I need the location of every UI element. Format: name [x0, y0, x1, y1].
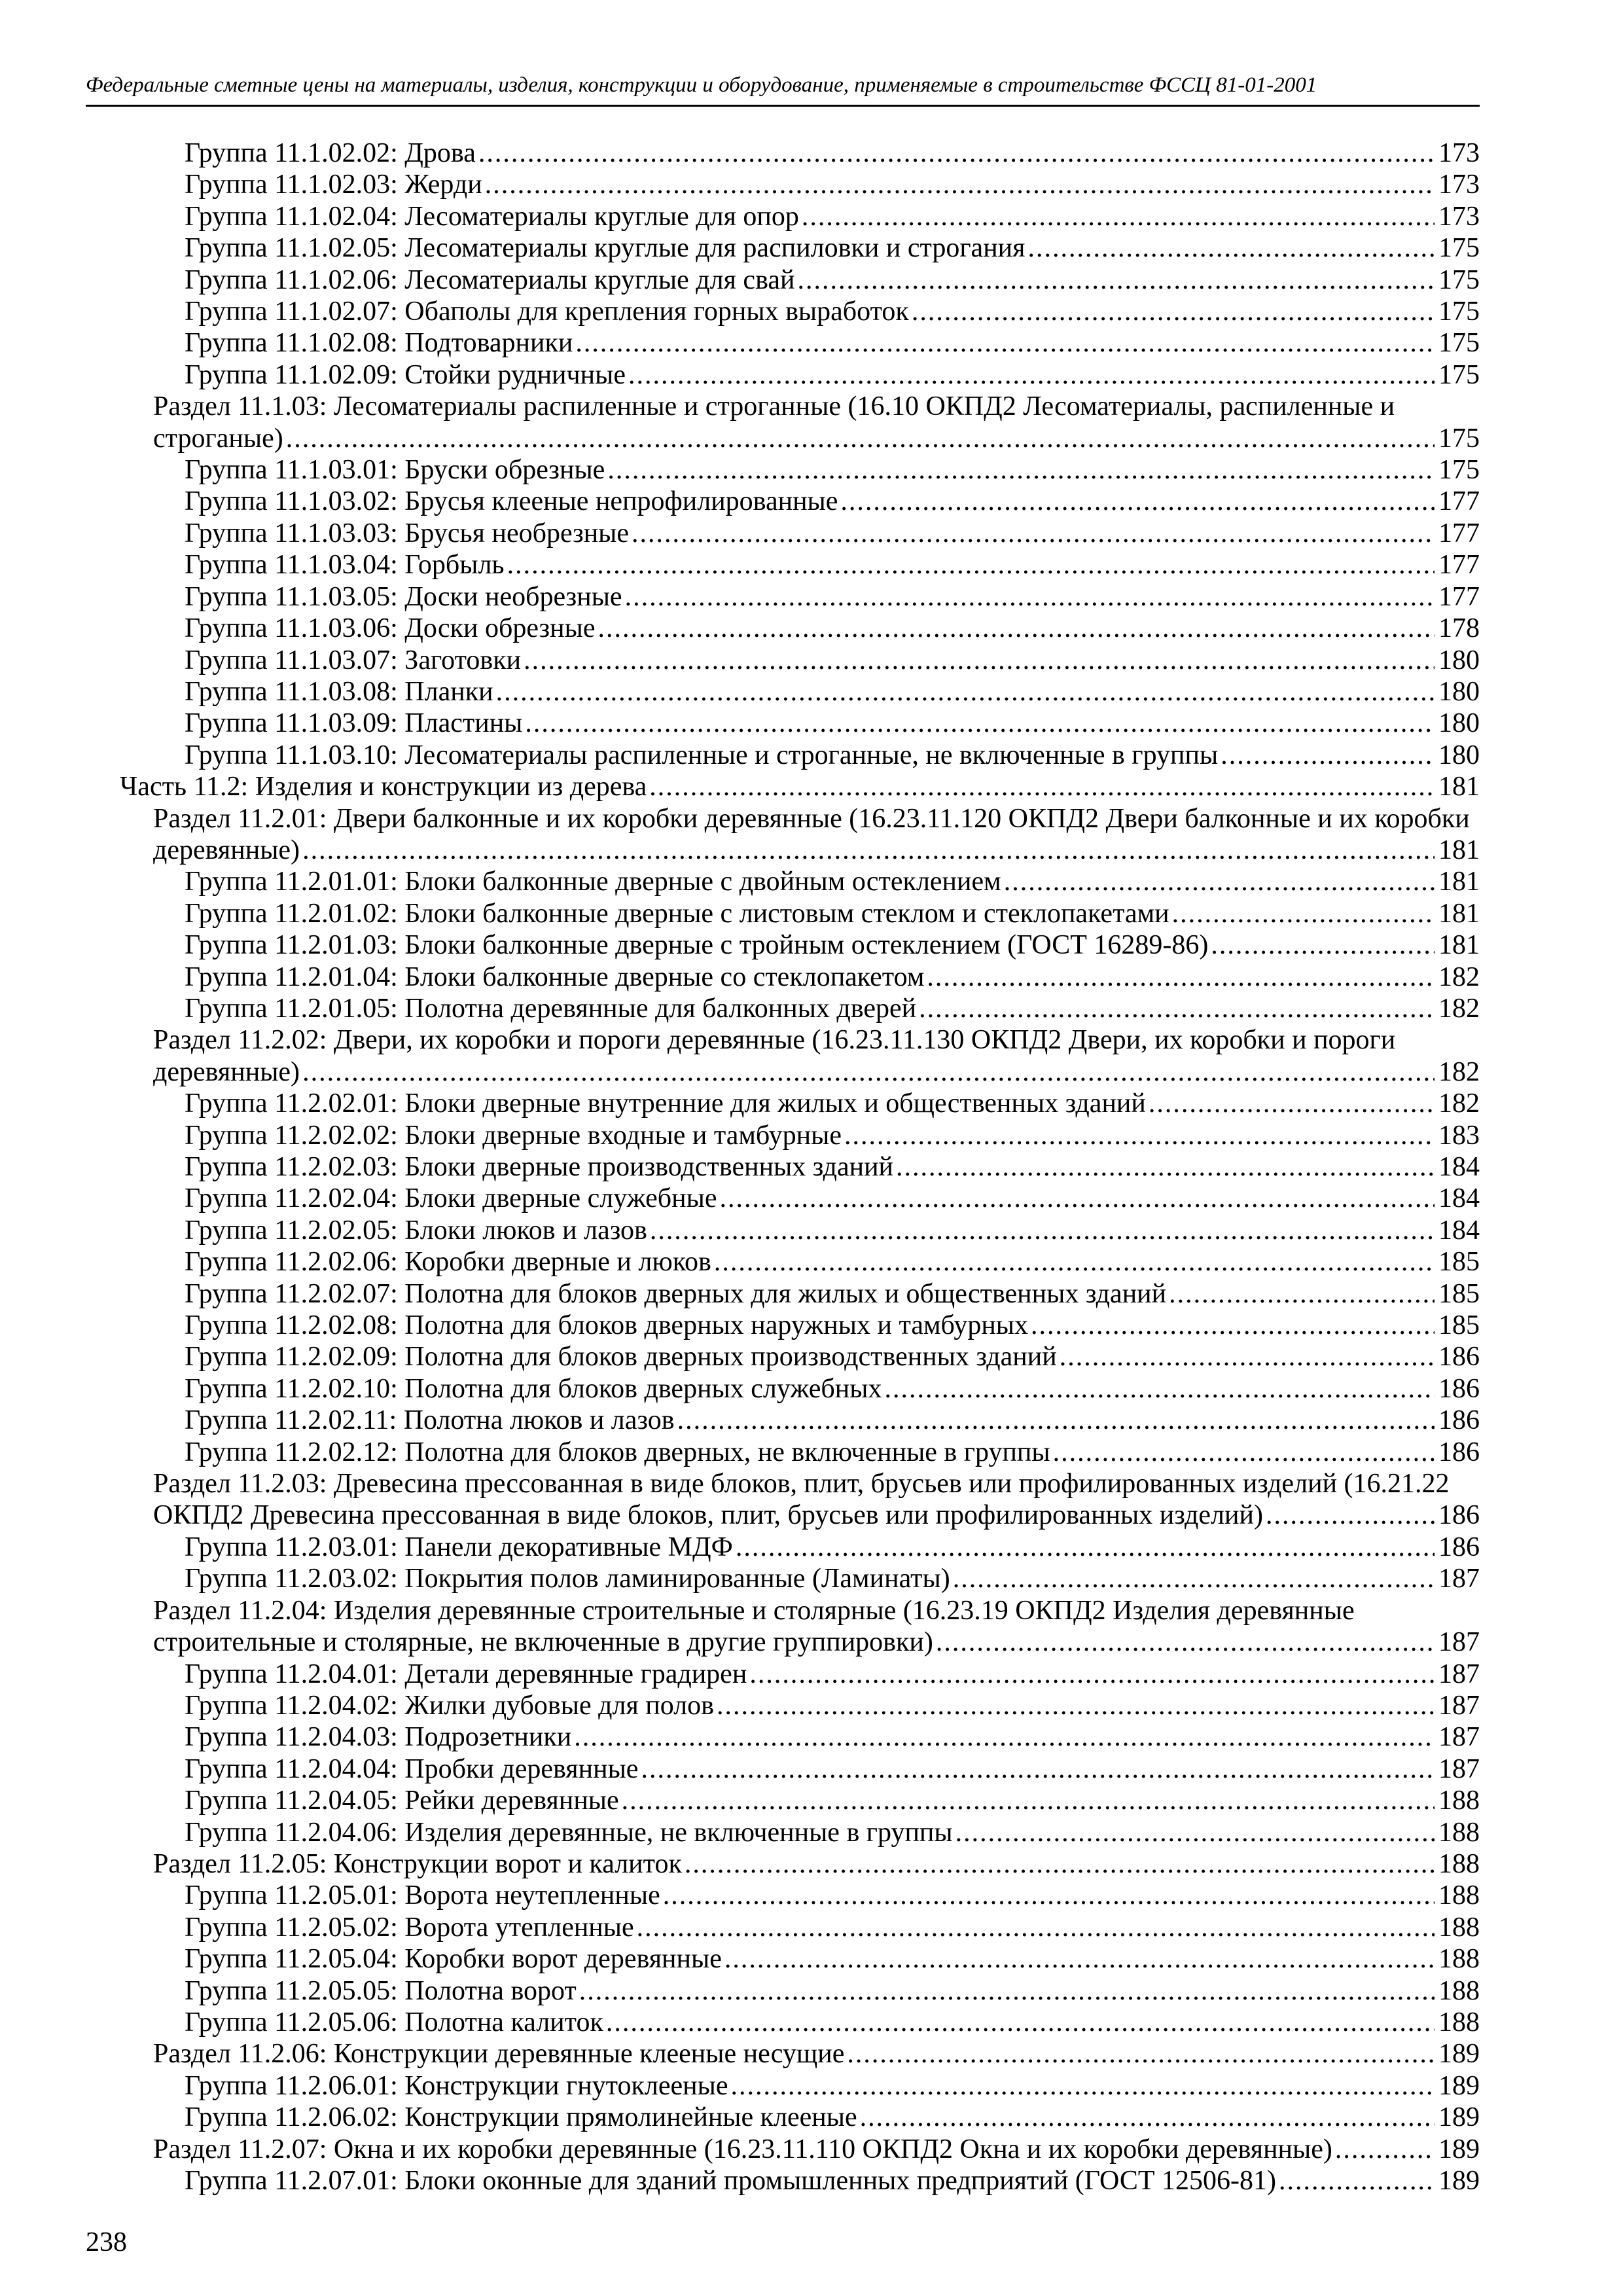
- toc-entry-title: Группа 11.1.02.03: Жерди: [185, 170, 482, 200]
- toc-entry-title: Раздел 11.2.03: Древесина прессованная в виде блоков, плит, брусьев или профилированных изделий (16.21.22 ОКПД2 Древесина прессованная в виде блоков, плит, брусьев или профилированных изделий): [153, 1469, 1450, 1531]
- toc-entry-section[interactable]: [120, 1024, 1480, 1088]
- toc-entry-group[interactable]: [120, 1373, 1480, 1405]
- toc-entry-page: 175: [1435, 327, 1480, 359]
- toc-entry-page: 188: [1435, 1817, 1480, 1848]
- toc-entry-title: Раздел 11.2.05: Конструкции ворот и калиток: [153, 1848, 682, 1879]
- toc-entry-group[interactable]: [120, 1817, 1480, 1848]
- toc-entry-title: Группа 11.2.02.07: Полотна для блоков дверных для жилых и общественных зданий: [185, 1278, 1167, 1309]
- toc-entry-title: Группа 11.1.03.04: Горбыль: [185, 550, 505, 581]
- toc-entry-page: 175: [1435, 264, 1480, 296]
- toc-entry-page: 185: [1435, 1246, 1480, 1278]
- toc-entry-page: 185: [1435, 1278, 1480, 1310]
- toc-entry-page: 187: [1435, 1563, 1480, 1594]
- toc-entry-group[interactable]: [120, 2007, 1480, 2038]
- toc-entry-group[interactable]: [120, 1088, 1480, 1119]
- toc-entry-group[interactable]: [120, 708, 1480, 739]
- toc-entry-title: Группа 11.1.03.06: Доски обрезные: [185, 613, 596, 644]
- toc-entry-title: Группа 11.2.02.06: Коробки дверные и люков: [185, 1247, 711, 1278]
- toc-entry-group[interactable]: [120, 486, 1480, 517]
- toc-entry-page: 173: [1435, 169, 1480, 200]
- toc-entry-page: 188: [1435, 1880, 1480, 1911]
- toc-entry-section[interactable]: [120, 391, 1480, 454]
- toc-entry-page: 180: [1435, 708, 1480, 739]
- toc-entry-title: Группа 11.2.02.05: Блоки люков и лазов: [185, 1215, 647, 1246]
- toc-entry-group[interactable]: [120, 2102, 1480, 2133]
- toc-entry-page: 180: [1435, 740, 1480, 771]
- toc-entry-group[interactable]: [120, 137, 1480, 169]
- toc-entry-title: Часть 11.2: Изделия и конструкции из дерева: [120, 772, 647, 802]
- toc-entry-group[interactable]: [120, 1215, 1480, 1246]
- toc-entry-title: Группа 11.2.01.04: Блоки балконные дверные со стеклопакетом: [185, 961, 925, 992]
- toc-entry-page: 184: [1435, 1183, 1480, 1214]
- toc-entry-page: 188: [1435, 1848, 1480, 1880]
- toc-entry-title: Группа 11.2.04.04: Пробки деревянные: [185, 1753, 639, 1784]
- toc-entry-group[interactable]: [120, 993, 1480, 1024]
- toc-entry-group[interactable]: [120, 1563, 1480, 1594]
- toc-entry-title: Группа 11.2.05.04: Коробки ворот деревянные: [185, 1944, 722, 1975]
- toc-entry-title: Группа 11.2.02.04: Блоки дверные служебные: [185, 1183, 717, 1214]
- toc-entry-title: Группа 11.2.05.05: Полотна ворот: [185, 1975, 577, 2006]
- toc-entry-group[interactable]: [120, 201, 1480, 232]
- toc-entry-title: Группа 11.2.01.01: Блоки балконные дверные с двойным остеклением: [185, 867, 1001, 897]
- toc-entry-title: Группа 11.1.02.02: Дрова: [185, 138, 476, 168]
- toc-entry-group[interactable]: [120, 1310, 1480, 1341]
- toc-entry-page: 181: [1435, 866, 1480, 897]
- toc-entry-title: Группа 11.1.03.08: Планки: [185, 676, 493, 707]
- toc-entry-page: 175: [1435, 232, 1480, 264]
- toc-entry-group[interactable]: [120, 264, 1480, 296]
- toc-entry-title: Группа 11.1.03.01: Бруски обрезные: [185, 455, 605, 486]
- toc-entry-page: 187: [1435, 1626, 1480, 1658]
- header-rule: [86, 105, 1480, 107]
- toc-entry-page: 188: [1435, 1943, 1480, 1975]
- toc-entry-page: 182: [1435, 961, 1480, 993]
- toc-entry-title: Группа 11.1.03.10: Лесоматериалы распиленные и строганные, не включенные в группы: [185, 740, 1219, 770]
- toc-entry-group[interactable]: [120, 1120, 1480, 1151]
- toc-entry-group[interactable]: [120, 740, 1480, 771]
- toc-entry-title: Группа 11.1.03.05: Доски необрезные: [185, 581, 622, 612]
- toc-entry-group[interactable]: [120, 1753, 1480, 1785]
- toc-entry-page: 175: [1435, 423, 1480, 454]
- toc-entry-title: Группа 11.2.05.02: Ворота утепленные: [185, 1912, 634, 1943]
- toc-entry-group[interactable]: [120, 1278, 1480, 1310]
- toc-entry-group[interactable]: [120, 1659, 1480, 1690]
- toc-entry-title: Группа 11.2.07.01: Блоки оконные для зданий промышленных предприятий (ГОСТ 12506-81): [185, 2166, 1277, 2196]
- toc-entry-page: 186: [1435, 1499, 1480, 1531]
- toc-entry-page: 175: [1435, 296, 1480, 327]
- toc-entry-group[interactable]: [120, 1405, 1480, 1436]
- toc-entry-page: 182: [1435, 1088, 1480, 1119]
- toc-entry-group[interactable]: [120, 454, 1480, 486]
- table-of-contents: [120, 137, 1480, 2197]
- toc-entry-title: Группа 11.2.02.01: Блоки дверные внутренние для жилых и общественных зданий: [185, 1088, 1146, 1119]
- toc-entry-page: 186: [1435, 1373, 1480, 1405]
- toc-entry-page: 187: [1435, 1659, 1480, 1690]
- toc-entry-group[interactable]: [120, 327, 1480, 359]
- toc-entry-title: Группа 11.2.01.05: Полотна деревянные для балконных дверей: [185, 993, 917, 1024]
- toc-entry-title: Группа 11.2.02.02: Блоки дверные входные и тамбурные: [185, 1120, 842, 1151]
- toc-entry-page: 173: [1435, 137, 1480, 169]
- toc-entry-title: Группа 11.2.04.02: Жилки дубовые для полов: [185, 1690, 714, 1721]
- toc-entry-page: 188: [1435, 1785, 1480, 1816]
- toc-entry-section[interactable]: [120, 803, 1480, 867]
- toc-entry-title: Группа 11.2.02.11: Полотна люков и лазов: [185, 1405, 675, 1436]
- toc-entry-page: 188: [1435, 1975, 1480, 2007]
- toc-entry-title: Раздел 11.2.01: Двери балконные и их коробки деревянные (16.23.11.120 ОКПД2 Двери балконные и их коробки деревянные): [153, 803, 1470, 865]
- toc-entry-page: 188: [1435, 2007, 1480, 2038]
- toc-entry-group[interactable]: [120, 1532, 1480, 1563]
- toc-entry-title: Группа 11.1.02.06: Лесоматериалы круглые для свай: [185, 264, 795, 295]
- toc-entry-page: 181: [1435, 898, 1480, 929]
- toc-entry-title: Группа 11.2.02.10: Полотна для блоков дверных служебных: [185, 1373, 882, 1404]
- toc-entry-page: 181: [1435, 771, 1480, 802]
- toc-entry-group[interactable]: [120, 1437, 1480, 1468]
- toc-entry-group[interactable]: [120, 169, 1480, 200]
- toc-entry-page: 177: [1435, 486, 1480, 517]
- toc-entry-group[interactable]: [120, 961, 1480, 993]
- toc-entry-title: Группа 11.1.02.07: Обаполы для крепления горных выработок: [185, 296, 909, 327]
- toc-entry-title: Раздел 11.2.04: Изделия деревянные строительные и столярные (16.23.19 ОКПД2 Изделия деревянные строительные и столярные, не включенные в другие группировки): [153, 1595, 1355, 1658]
- toc-entry-part[interactable]: [120, 771, 1480, 802]
- toc-entry-page: 187: [1435, 1690, 1480, 1721]
- toc-entry-title: Группа 11.1.03.03: Брусья необрезные: [185, 518, 630, 548]
- toc-entry-group[interactable]: [120, 929, 1480, 961]
- toc-entry-title: Группа 11.2.03.02: Покрытия полов ламинированные (Ламинаты): [185, 1564, 950, 1594]
- toc-entry-page: 173: [1435, 201, 1480, 232]
- toc-entry-group[interactable]: [120, 359, 1480, 391]
- toc-entry-title: Раздел 11.2.02: Двери, их коробки и пороги деревянные (16.23.11.130 ОКПД2 Двери, их коробки и пороги деревянные): [153, 1025, 1396, 1087]
- toc-entry-page: 175: [1435, 454, 1480, 486]
- toc-entry-page: 184: [1435, 1215, 1480, 1246]
- toc-entry-group[interactable]: [120, 549, 1480, 581]
- toc-entry-page: 177: [1435, 518, 1480, 549]
- toc-entry-page: 180: [1435, 645, 1480, 676]
- toc-entry-page: 189: [1435, 2102, 1480, 2133]
- toc-entry-title: Группа 11.2.02.09: Полотна для блоков дверных производственных зданий: [185, 1342, 1057, 1372]
- toc-entry-page: 177: [1435, 549, 1480, 581]
- toc-entry-group[interactable]: [120, 1183, 1480, 1214]
- toc-entry-title: Группа 11.2.02.03: Блоки дверные производственных зданий: [185, 1152, 894, 1182]
- toc-entry-group[interactable]: [120, 613, 1480, 644]
- toc-entry-title: Группа 11.2.04.05: Рейки деревянные: [185, 1785, 619, 1816]
- toc-entry-page: 189: [1435, 2134, 1480, 2165]
- running-head: Федеральные сметные цены на материалы, изделия, конструкции и оборудование, применяемые в строительстве ФССЦ 81-01-2001: [86, 73, 1317, 97]
- toc-entry-title: Группа 11.1.03.07: Заготовки: [185, 645, 522, 675]
- toc-entry-page: 178: [1435, 613, 1480, 644]
- toc-entry-page: 186: [1435, 1532, 1480, 1563]
- toc-entry-group[interactable]: [120, 645, 1480, 676]
- toc-entry-title: Раздел 11.1.03: Лесоматериалы распиленные и строганные (16.10 ОКПД2 Лесоматериалы, распиленные и строганые): [153, 391, 1395, 454]
- toc-entry-title: Группа 11.2.06.01: Конструкции гнутоклееные: [185, 2070, 728, 2101]
- toc-entry-title: Группа 11.2.04.06: Изделия деревянные, не включенные в группы: [185, 1817, 953, 1848]
- toc-entry-page: 181: [1435, 929, 1480, 961]
- toc-entry-title: Группа 11.2.05.06: Полотна калиток: [185, 2007, 603, 2037]
- toc-entry-title: Группа 11.1.02.08: Подтоварники: [185, 328, 573, 359]
- toc-entry-title: Группа 11.2.05.01: Ворота неутепленные: [185, 1880, 660, 1911]
- toc-entry-page: 186: [1435, 1437, 1480, 1468]
- toc-entry-title: Группа 11.1.02.09: Стойки рудничные: [185, 359, 626, 390]
- toc-entry-group[interactable]: [120, 1721, 1480, 1753]
- toc-entry-page: 182: [1435, 993, 1480, 1024]
- toc-entry-page: 187: [1435, 1721, 1480, 1753]
- toc-entry-page: 180: [1435, 676, 1480, 708]
- toc-entry-group[interactable]: [120, 518, 1480, 549]
- toc-entry-title: Группа 11.2.03.01: Панели декоративные МДФ: [185, 1532, 733, 1562]
- toc-entry-page: 184: [1435, 1151, 1480, 1183]
- toc-entry-title: Группа 11.2.01.02: Блоки балконные дверные с листовым стеклом и стеклопакетами: [185, 898, 1169, 929]
- toc-entry-section[interactable]: [120, 1848, 1480, 1880]
- toc-entry-section[interactable]: [120, 2038, 1480, 2070]
- toc-entry-page: 189: [1435, 2165, 1480, 2197]
- toc-entry-group[interactable]: [120, 1785, 1480, 1816]
- toc-entry-title: Группа 11.1.02.05: Лесоматериалы круглые для распиловки и строгания: [185, 233, 1026, 264]
- toc-entry-group[interactable]: [120, 1880, 1480, 1911]
- toc-entry-title: Группа 11.1.02.04: Лесоматериалы круглые для опор: [185, 201, 799, 232]
- toc-entry-page: 186: [1435, 1405, 1480, 1436]
- toc-entry-group[interactable]: [120, 898, 1480, 929]
- toc-entry-title: Группа 11.2.06.02: Конструкции прямолинейные клееные: [185, 2102, 857, 2133]
- toc-entry-group[interactable]: [120, 1912, 1480, 1943]
- toc-entry-group[interactable]: [120, 2070, 1480, 2102]
- toc-entry-page: 189: [1435, 2038, 1480, 2070]
- toc-entry-group[interactable]: [120, 866, 1480, 897]
- toc-entry-page: 177: [1435, 581, 1480, 613]
- toc-entry-group[interactable]: [120, 232, 1480, 264]
- toc-entry-section[interactable]: [120, 2134, 1480, 2165]
- toc-entry-title: Группа 11.2.04.03: Подрозетники: [185, 1722, 572, 1753]
- toc-entry-title: Группа 11.2.02.08: Полотна для блоков дверных наружных и тамбурных: [185, 1310, 1029, 1341]
- toc-entry-page: 189: [1435, 2070, 1480, 2102]
- toc-entry-section[interactable]: [120, 1595, 1480, 1659]
- toc-entry-page: 186: [1435, 1341, 1480, 1372]
- toc-entry-group[interactable]: [120, 1246, 1480, 1278]
- toc-entry-group[interactable]: [120, 296, 1480, 327]
- toc-entry-title: Группа 11.2.02.12: Полотна для блоков дверных, не включенные в группы: [185, 1437, 1050, 1467]
- toc-entry-group[interactable]: [120, 1943, 1480, 1975]
- page-number: 238: [86, 2227, 127, 2257]
- toc-entry-group[interactable]: [120, 1341, 1480, 1372]
- toc-entry-page: 181: [1435, 834, 1480, 866]
- toc-entry-title: Раздел 11.2.06: Конструкции деревянные клееные несущие: [153, 2039, 845, 2070]
- toc-entry-group[interactable]: [120, 1975, 1480, 2007]
- toc-entry-title: Группа 11.1.03.09: Пластины: [185, 708, 523, 739]
- toc-entry-page: 187: [1435, 1753, 1480, 1785]
- toc-entry-title: Группа 11.1.03.02: Брусья клееные непрофилированные: [185, 486, 838, 517]
- toc-entry-group[interactable]: [120, 1151, 1480, 1183]
- toc-entry-group[interactable]: [120, 1690, 1480, 1721]
- toc-entry-page: 175: [1435, 359, 1480, 391]
- toc-entry-page: 182: [1435, 1056, 1480, 1088]
- toc-entry-page: 188: [1435, 1912, 1480, 1943]
- toc-entry-page: 185: [1435, 1310, 1480, 1341]
- toc-entry-group[interactable]: [120, 581, 1480, 613]
- toc-entry-title: Группа 11.2.04.01: Детали деревянные градирен: [185, 1659, 747, 1689]
- toc-entry-section[interactable]: [120, 1468, 1480, 1532]
- toc-entry-group[interactable]: [120, 2165, 1480, 2197]
- toc-entry-page: 183: [1435, 1120, 1480, 1151]
- toc-entry-title: Группа 11.2.01.03: Блоки балконные дверные с тройным остеклением (ГОСТ 16289-86): [185, 930, 1209, 961]
- toc-entry-title: Раздел 11.2.07: Окна и их коробки деревянные (16.23.11.110 ОКПД2 Окна и их коробки деревянные): [153, 2134, 1332, 2164]
- toc-entry-group[interactable]: [120, 676, 1480, 708]
